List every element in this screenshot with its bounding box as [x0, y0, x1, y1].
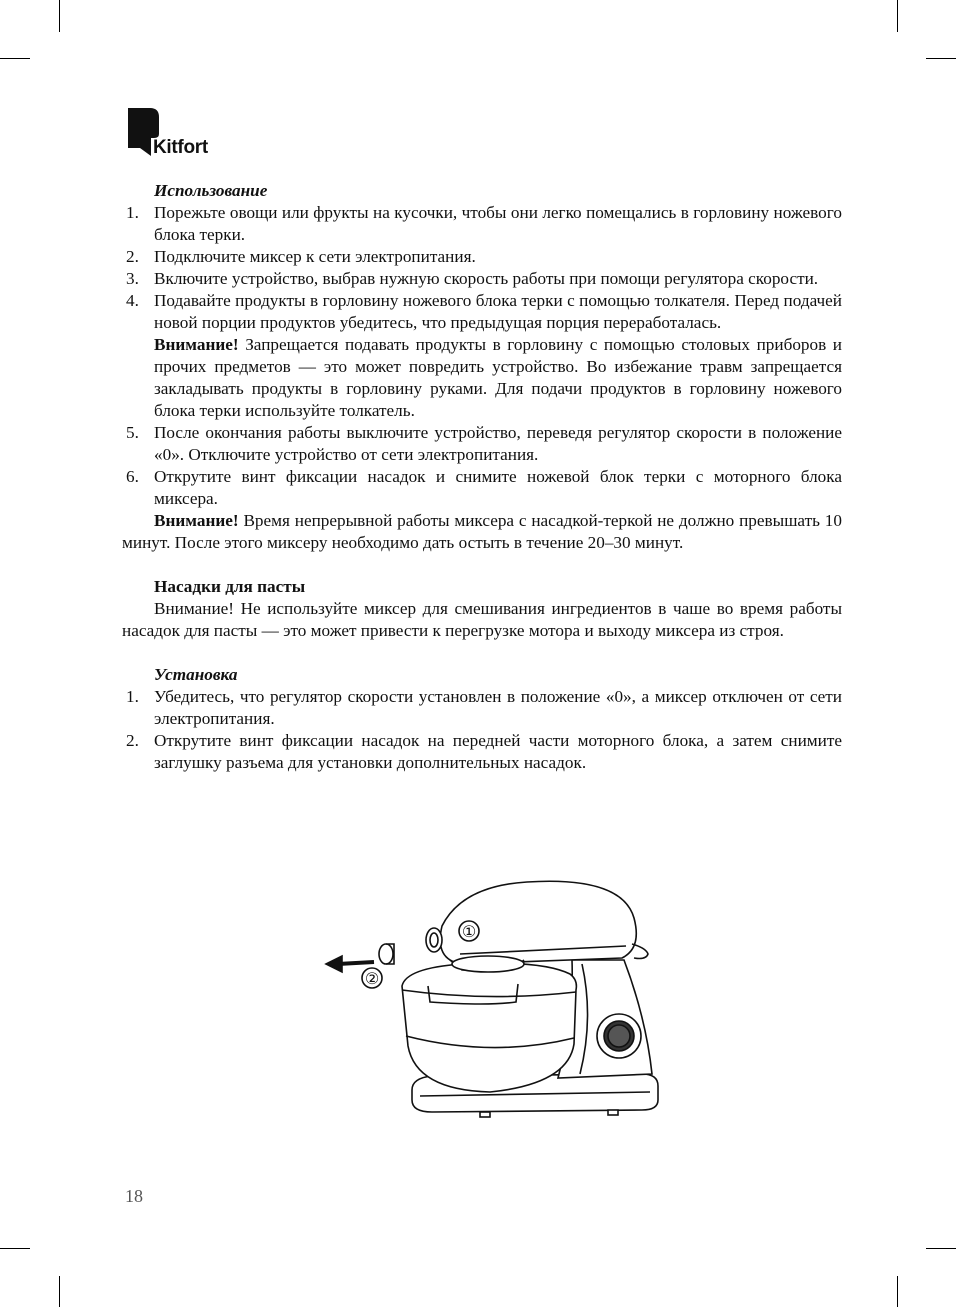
callout-2: ②	[364, 969, 380, 988]
section-title-pasta: Насадки для пасты	[154, 577, 306, 596]
page-number: 18	[125, 1186, 143, 1206]
warning-note: Внимание! Запрещается подавать продукты в горловину с помощью столовых приборов и прочих предметов — это может повредить устройство. Во избежание травм запрещается закладывать продукты в горловину руками. Для подачи продуктов в горловину ножевого блока терки используйте толкатель.	[154, 335, 842, 420]
list-item: 3. Включите устройство, выбрав нужную скорость работы при помощи регулятора скорости.	[126, 269, 819, 288]
list-item: 4. Подавайте продукты в горловину ножевого блока терки с помощью толкателя. Перед подачей новой порции продуктов убедитесь, что предыдущая порция переработалась.	[126, 291, 842, 332]
section-title-install: Установка	[154, 665, 238, 684]
crop-mark	[59, 1276, 60, 1307]
list-item: 1. Порежьте овощи или фрукты на кусочки, чтобы они легко помещались в горловину ножевого блока терки.	[126, 203, 842, 244]
warning-note: Внимание! Время непрерывной работы миксера с насадкой-теркой не должно превышать 10 минут. После этого миксеру необходимо дать остыть в течение 20–30 минут.	[122, 511, 842, 552]
list-item: 1. Убедитесь, что регулятор скорости установлен в положение «0», а миксер отключен от сети электропитания.	[126, 687, 842, 728]
pasta-warning: Внимание! Не используйте миксер для смешивания ингредиентов в чаше во время работы насадок для пасты — это может привести к перегрузке мотора и выходу миксера из строя.	[122, 599, 842, 640]
list-item: 6. Открутите винт фиксации насадок и снимите ножевой блок терки с моторного блока миксера.	[126, 467, 842, 508]
brand-logo	[126, 108, 236, 160]
crop-mark	[59, 0, 60, 32]
crop-mark	[0, 1248, 30, 1249]
callout-1: ①	[461, 922, 477, 941]
list-item: 2. Подключите миксер к сети электропитания.	[126, 247, 476, 266]
crop-mark	[0, 58, 30, 59]
brand-name: Kitfort	[153, 137, 208, 158]
mixer-illustration	[312, 868, 672, 1148]
section-title-usage: Использование	[154, 181, 268, 200]
warning-label: Внимание!	[154, 335, 239, 354]
warning-label: Внимание!	[154, 511, 239, 530]
crop-mark	[897, 0, 898, 32]
crop-mark	[926, 1248, 956, 1249]
list-item: 5. После окончания работы выключите устройство, переведя регулятор скорости в положение «0». Отключите устройство от сети электропитания.	[126, 423, 842, 464]
page-content	[122, 180, 842, 774]
crop-mark	[926, 58, 956, 59]
list-item: 2. Открутите винт фиксации насадок на передней части моторного блока, а затем снимите заглушку разъема для установки дополнительных насадок.	[126, 731, 842, 772]
crop-mark	[897, 1276, 898, 1307]
